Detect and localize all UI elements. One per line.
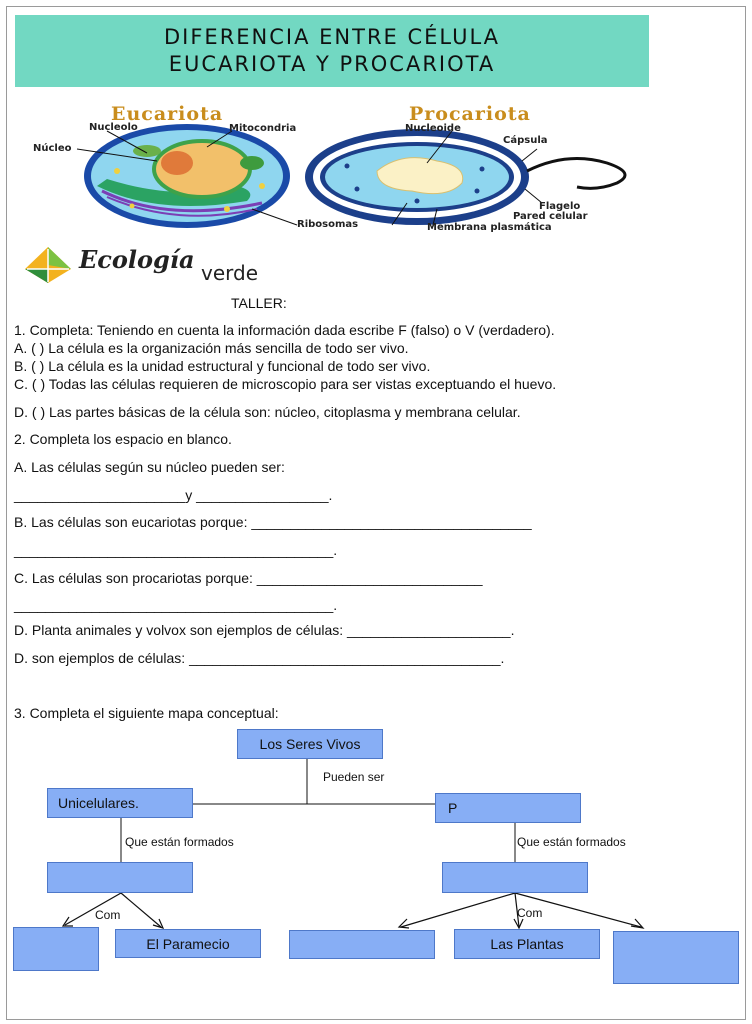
label-ribosomas: Ribosomas [297, 219, 359, 230]
map-box-left-example-blank[interactable] [13, 927, 99, 971]
worksheet-page [6, 6, 746, 1020]
map-box-pluricelulares: P [435, 793, 581, 823]
taller-heading: TALLER: [231, 295, 287, 311]
map-link-pueden-ser: Pueden ser [323, 770, 385, 784]
logo-word-ecologia: Ecología [79, 245, 195, 274]
label-nucleoide: Nucleoide [405, 123, 461, 134]
map-link-left-formados: Que están formados [125, 835, 234, 849]
map-link-com-left: Com [95, 908, 121, 922]
map-box-left-blank[interactable] [47, 862, 193, 893]
q3-prompt: 3. Completa el siguiente mapa conceptual: [14, 705, 279, 721]
map-box-right-blank[interactable] [442, 862, 588, 893]
q2-prompt: 2. Completa los espacio en blanco. [14, 431, 232, 447]
q1-item-d: D. ( ) Las partes básicas de la célula son: núcleo, citoplasma y membrana celular. [14, 404, 521, 420]
map-link-com-right: Com [517, 906, 543, 920]
q2-item-b: B. Las células son eucariotas porque: ____________________________________ [14, 514, 532, 530]
label-mitocondria: Mitocondria [229, 123, 297, 134]
label-capsula: Cápsula [503, 135, 548, 146]
map-box-root: Los Seres Vivos [237, 729, 383, 759]
map-box-unicelulares: Unicelulares. [47, 788, 193, 818]
logo-word-verde: verde [201, 261, 259, 285]
q2-item-b-blank: _________________________________________. [14, 542, 338, 558]
procariota-heading: Procariota [409, 103, 531, 125]
title-line-2: EUCARIOTA Y PROCARIOTA [168, 52, 496, 76]
map-box-plantas: Las Plantas [454, 929, 600, 959]
q1-prompt: 1. Completa: Teniendo en cuenta la información dada escribe F (falso) o V (verdadero). [14, 322, 555, 338]
q1-item-a: A. ( ) La célula es la organización más sencilla de todo ser vivo. [14, 340, 409, 356]
q2-item-a: A. Las células según su núcleo pueden ser: [14, 459, 285, 475]
q2-item-c-blank: _________________________________________. [14, 597, 338, 613]
q2-item-c: C. Las células son procariotas porque: _____________________________ [14, 570, 483, 586]
map-link-right-formados: Que están formados [517, 835, 626, 849]
map-box-paramecio: El Paramecio [115, 929, 261, 958]
q2-item-e: D. son ejemplos de células: ________________________________________. [14, 650, 505, 666]
q2-item-d: D. Planta animales y volvox son ejemplos de células: _____________________. [14, 622, 515, 638]
q1-item-b: B. ( ) La célula es la unidad estructural y funcional de todo ser vivo. [14, 358, 431, 374]
label-nucleo: Núcleo [33, 143, 72, 154]
label-pared-celular: Pared celular [513, 211, 588, 222]
eucariota-heading: Eucariota [111, 103, 224, 125]
label-membrana: Membrana plasmática [427, 222, 552, 233]
q2-item-a-blank: ______________________y _________________. [14, 487, 333, 503]
map-box-right-example-blank-2[interactable] [613, 931, 739, 984]
q1-item-c: C. ( ) Todas las células requieren de microscopio para ser vistas exceptuando el huevo. [14, 376, 557, 392]
title-line-1: DIFERENCIA ENTRE CÉLULA [163, 25, 501, 49]
map-box-right-example-blank-1[interactable] [289, 930, 435, 959]
label-nucleolo: Nucleolo [89, 122, 138, 133]
label-flagelo: Flagelo [539, 201, 581, 212]
